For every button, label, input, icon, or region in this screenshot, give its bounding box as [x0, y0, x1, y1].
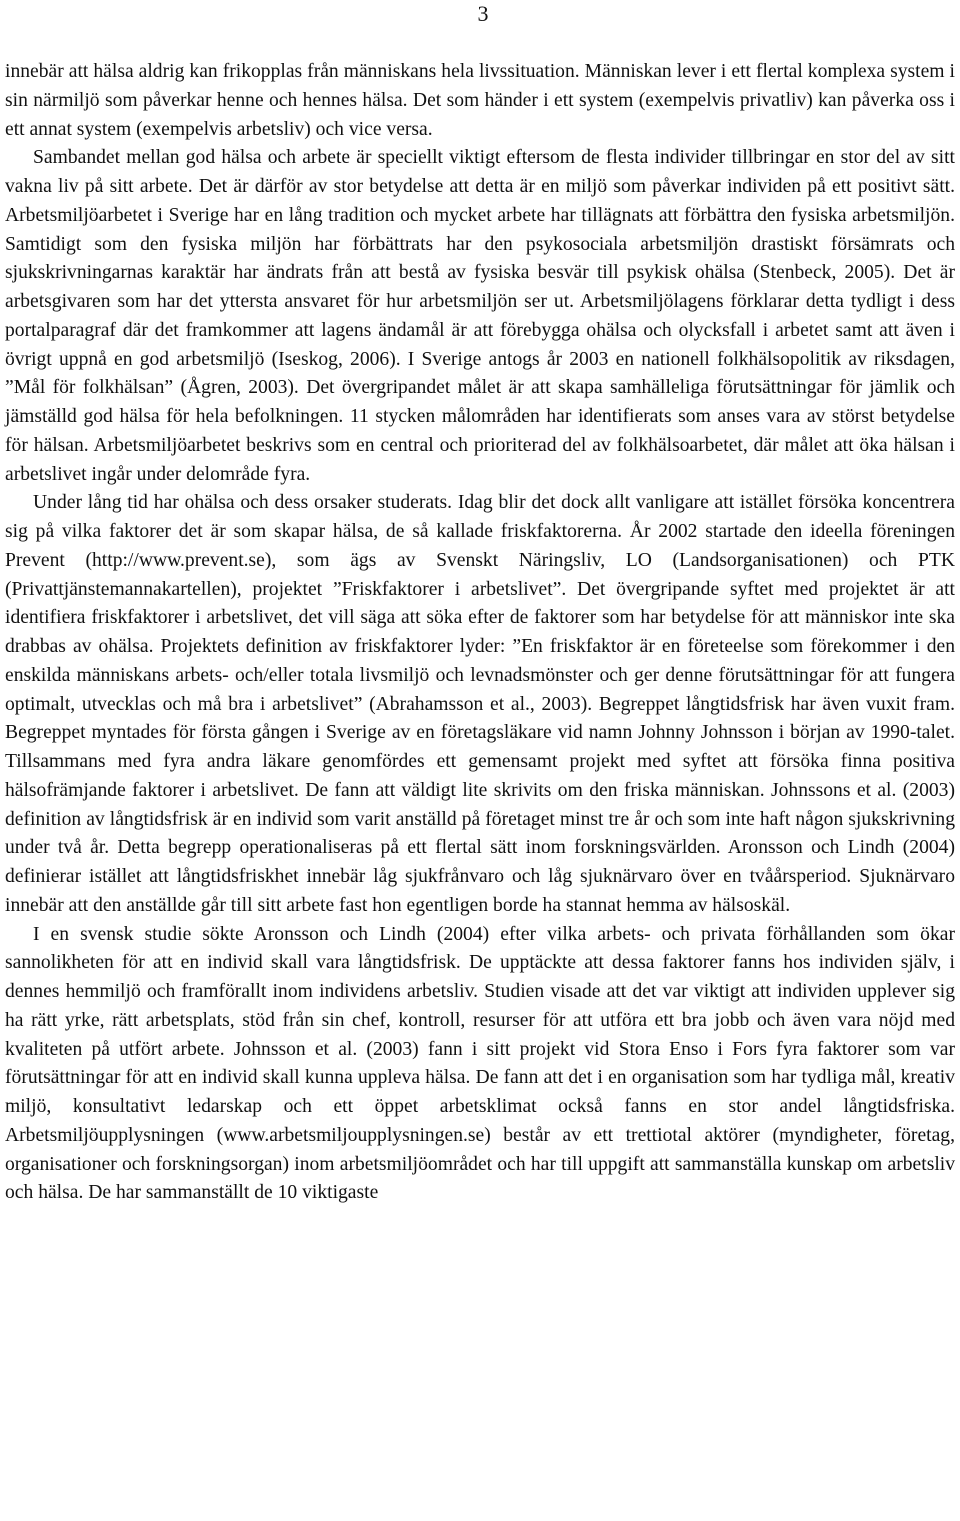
paragraph-2: Sambandet mellan god hälsa och arbete är speciellt viktigt eftersom de flesta individer tillbringar en stor del av sitt vakna liv på sitt arbete. Det är därför av stor betydelse att detta är en miljö som påverkar individen på ett positivt sätt. Arbetsmiljöarbetet i Sverige har en lång tradition och mycket arbete har tillägnats att förbättra den fysiska arbetsmiljön. Samtidigt som den fysiska miljön har förbättrats har den psykosociala arbetsmiljön drastiskt försämrats och sjukskrivningarnas karaktär har ändrats från att bestå av fysiska besvär till psykisk ohälsa (Stenbeck, 2005). Det är arbetsgivaren som har det yttersta ansvaret för hur arbetsmiljön ser ut. Arbetsmiljölagens förklarar detta tydligt i dess portalparagraf där det framkommer att lagens ändamål är att förebygga ohälsa och olycksfall i arbetet samt att även i övrigt uppnå en god arbetsmiljö (Iseskog, 2006). I Sverige antogs år 2003 en nationell folkhälsopolitik av riksdagen, ”Mål för folkhälsan” (Ågren, 2003). Det övergripandet målet är att skapa samhälleliga förutsättningar för jämlik och jämställd god hälsa för hela befolkningen. 11 stycken målområden har identifierats som anses vara av störst betydelse för hälsan. Arbetsmiljöarbetet beskrivs som en central och prioriterad del av folkhälsoarbetet, där målet att öka hälsan i arbetslivet ingår under delområde fyra.: [5, 147, 955, 485]
paragraph-1: innebär att hälsa aldrig kan frikopplas från människans hela livssituation. Människan lever i ett flertal komplexa system i sin närmiljö som påverkar henne och hennes hälsa. Det som händer i ett system (exempelvis privatliv) kan påverka oss i ett annat system (exempelvis arbetsliv) och vice versa.: [5, 61, 955, 140]
paragraph-3: Under lång tid har ohälsa och dess orsaker studerats. Idag blir det dock allt vanligare att istället försöka koncentrera sig på vilka faktorer det är som skapar hälsa, de så kallade friskfaktorerna. År 2002 startade den ideella föreningen Prevent (http://www.prevent.se), som ägs av Svenskt Näringsliv, LO (Landsorganisationen) och PTK (Privattjänstemannakartellen), projektet ”Friskfaktorer i arbetslivet”. Det övergripande syftet med projektet är att identifiera friskfaktorer i arbetslivet, det vill säga att söka efter de faktorer som har betydelse för att människor inte ska drabbas av ohälsa. Projektets definition av friskfaktorer lyder: ”En friskfaktor är en företeelse som förekommer i den enskilda människans arbets- och/eller totala livsmiljö och levnadsmönster och ger denne förutsättningar för att fungera optimalt, utvecklas och må bra i arbetslivet” (Abrahamsson et al., 2003). Begreppet långtidsfrisk har även vuxit fram. Begreppet myntades för första gången i Sverige av en företagsläkare vid namn Johnny Johnsson i början av 1990-talet. Tillsammans med fyra andra läkare genomfördes ett gemensamt projekt med syftet att försöka finna positiva hälsofrämjande faktorer i arbetslivet. De fann att väldigt lite skrivits om den friska människan. Johnssons et al. (2003) definition av långtidsfrisk är en individ som varit anställd på företaget minst tre år och som inte haft någon sjukskrivning under två år. Detta begrepp operationaliseras på ett flertal sätt inom forskningsvärlden. Aronsson och Lindh (2004) definierar istället att långtidsfriskhet innebär låg sjukfrånvaro och låg sjuknärvaro över en tvåårsperiod. Sjuknärvaro innebär att den anställde går till sitt arbete fast hon egentligen borde ha stannat hemma av hälsoskäl.: [5, 492, 955, 916]
document-body: [5, 58, 955, 1208]
page-number: 3: [477, 1, 489, 26]
paragraph-4: I en svensk studie sökte Aronsson och Lindh (2004) efter vilka arbets- och privata förhållanden som ökar sannolikheten för att en individ skall vara långtidsfrisk. De upptäckte att dessa faktorer fanns hos individen själv, i dennes hemmiljö och framförallt inom individens arbetsliv. Studien visade att det var viktigt att individen upplever sig ha rätt yrke, rätt arbetsplats, stöd från sin chef, kontroll, resurser för att utföra ett bra jobb och även vara nöjd med kvaliteten på utfört arbete. Johnsson et al. (2003) fann i sitt projekt vid Stora Enso i Fors fyra faktorer som var förutsättningar för att en individ skall kunna uppleva hälsa. De fann att det i en organisation som har tydliga mål, kreativ miljö, konsultativt ledarskap och ett öppet arbetsklimat också fanns en stor andel långtidsfriska. Arbetsmiljöupplysningen (www.arbetsmiljoupplysningen.se) består av ett trettiotal aktörer (myndigheter, företag, organisationer och forskningsorgan) inom arbetsmiljöområdet och har till uppgift att sammanställa kunskap om arbetsliv och hälsa. De har sammanställt de 10 viktigaste: [5, 923, 955, 1204]
